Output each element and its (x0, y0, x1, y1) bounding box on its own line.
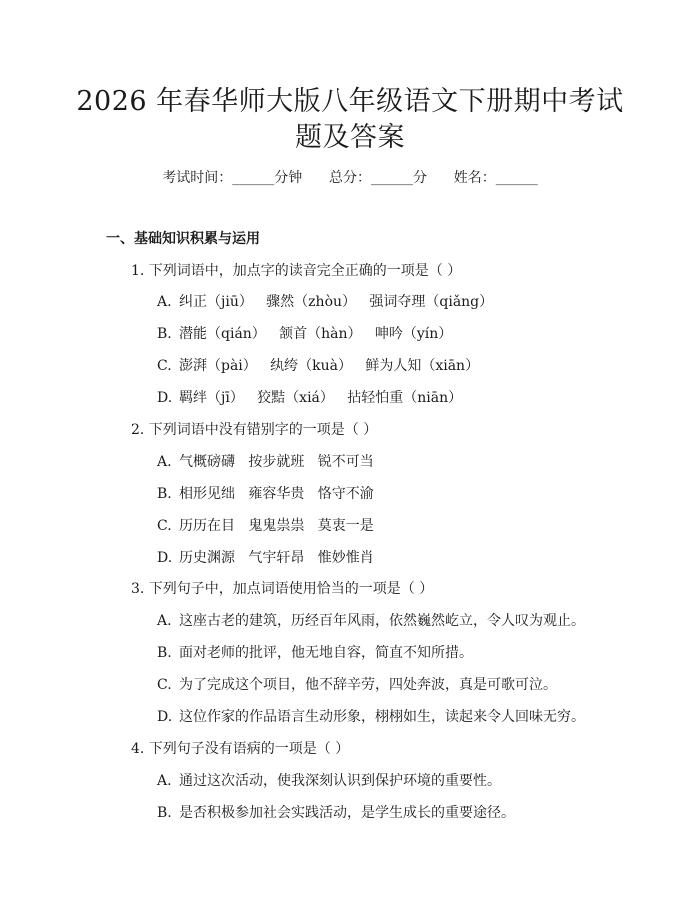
option-letter: D. (157, 390, 173, 406)
option-letter: A. (157, 613, 172, 629)
option-letter: A. (157, 454, 172, 470)
option-letter: A. (157, 773, 172, 789)
option-letter: B. (157, 326, 172, 342)
question-2-option-a (157, 452, 374, 472)
question-3-stem: 3. 下列句子中，加点词语使用恰当的一项是（ ） (131, 581, 434, 597)
option-text: 历史渊源 气宇轩昂 惟妙惟肖 (179, 550, 374, 566)
question-1-option-b (157, 324, 452, 344)
option-letter: A. (157, 294, 172, 310)
question-1-stem: 1. 下列词语中，加点字的读音完全正确的一项是（ ） (131, 263, 462, 279)
exam-info-line: 考试时间：______分钟 总分：______分 姓名：______ (162, 170, 538, 186)
question-2-option-b (157, 484, 374, 504)
option-letter: D. (157, 550, 173, 566)
option-text: 面对老师的批评，他无地自容，简直不知所措。 (179, 645, 473, 661)
option-letter: B. (157, 805, 172, 821)
question-1-option-a (157, 292, 493, 312)
option-letter: C. (157, 677, 172, 693)
option-letter: C. (157, 518, 172, 534)
option-text: 这座古老的建筑，历经百年风雨，依然巍然屹立，令人叹为观止。 (179, 613, 585, 629)
option-text: 通过这次活动，使我深刻认识到保护环境的重要性。 (179, 773, 501, 789)
option-text: 潜能（qián） 颔首（hàn） 呻吟（yín） (179, 326, 453, 342)
option-letter: B. (157, 486, 172, 502)
question-1-option-d (157, 388, 462, 408)
question-4-option-a (157, 771, 501, 791)
question-3-option-c (157, 675, 557, 695)
question-2-option-c (157, 516, 374, 536)
exam-title-line1: 2026 年春华师大版八年级语文下册期中考试 (76, 86, 624, 117)
question-4-stem: 4. 下列句子没有语病的一项是（ ） (131, 741, 350, 757)
exam-title-line2: 题及答案 (295, 122, 405, 153)
question-2-option-d (157, 548, 374, 568)
option-text: 历历在目 鬼鬼祟祟 莫衷一是 (179, 518, 374, 534)
option-text: 这位作家的作品语言生动形象，栩栩如生，读起来令人回味无穷。 (179, 709, 585, 725)
option-text: 气概磅礴 按步就班 锐不可当 (179, 454, 374, 470)
option-text: 为了完成这个项目，他不辞辛劳，四处奔波，真是可歌可泣。 (179, 677, 557, 693)
option-text: 是否积极参加社会实践活动，是学生成长的重要途径。 (179, 805, 515, 821)
option-text: 羁绊（jī） 狡黠（xiá） 拈轻怕重（niān） (179, 390, 463, 406)
option-letter: C. (157, 358, 172, 374)
option-text: 澎湃（pài） 纨绔（kuà） 鲜为人知（xiān） (179, 358, 480, 374)
option-letter: D. (157, 709, 173, 725)
section-heading: 一、基础知识积累与运用 (106, 231, 260, 247)
option-letter: B. (157, 645, 172, 661)
option-text: 纠正（jiū） 骤然（zhòu） 强词夺理（qiǎng） (179, 294, 494, 310)
question-3-option-a (157, 611, 585, 631)
option-text: 相形见绌 雍容华贵 恪守不渝 (179, 486, 374, 502)
question-1-option-c (157, 356, 479, 376)
question-4-option-b (157, 803, 515, 823)
question-2-stem: 2. 下列词语中没有错别字的一项是（ ） (131, 422, 378, 438)
question-3-option-d (157, 707, 585, 727)
question-3-option-b (157, 643, 473, 663)
